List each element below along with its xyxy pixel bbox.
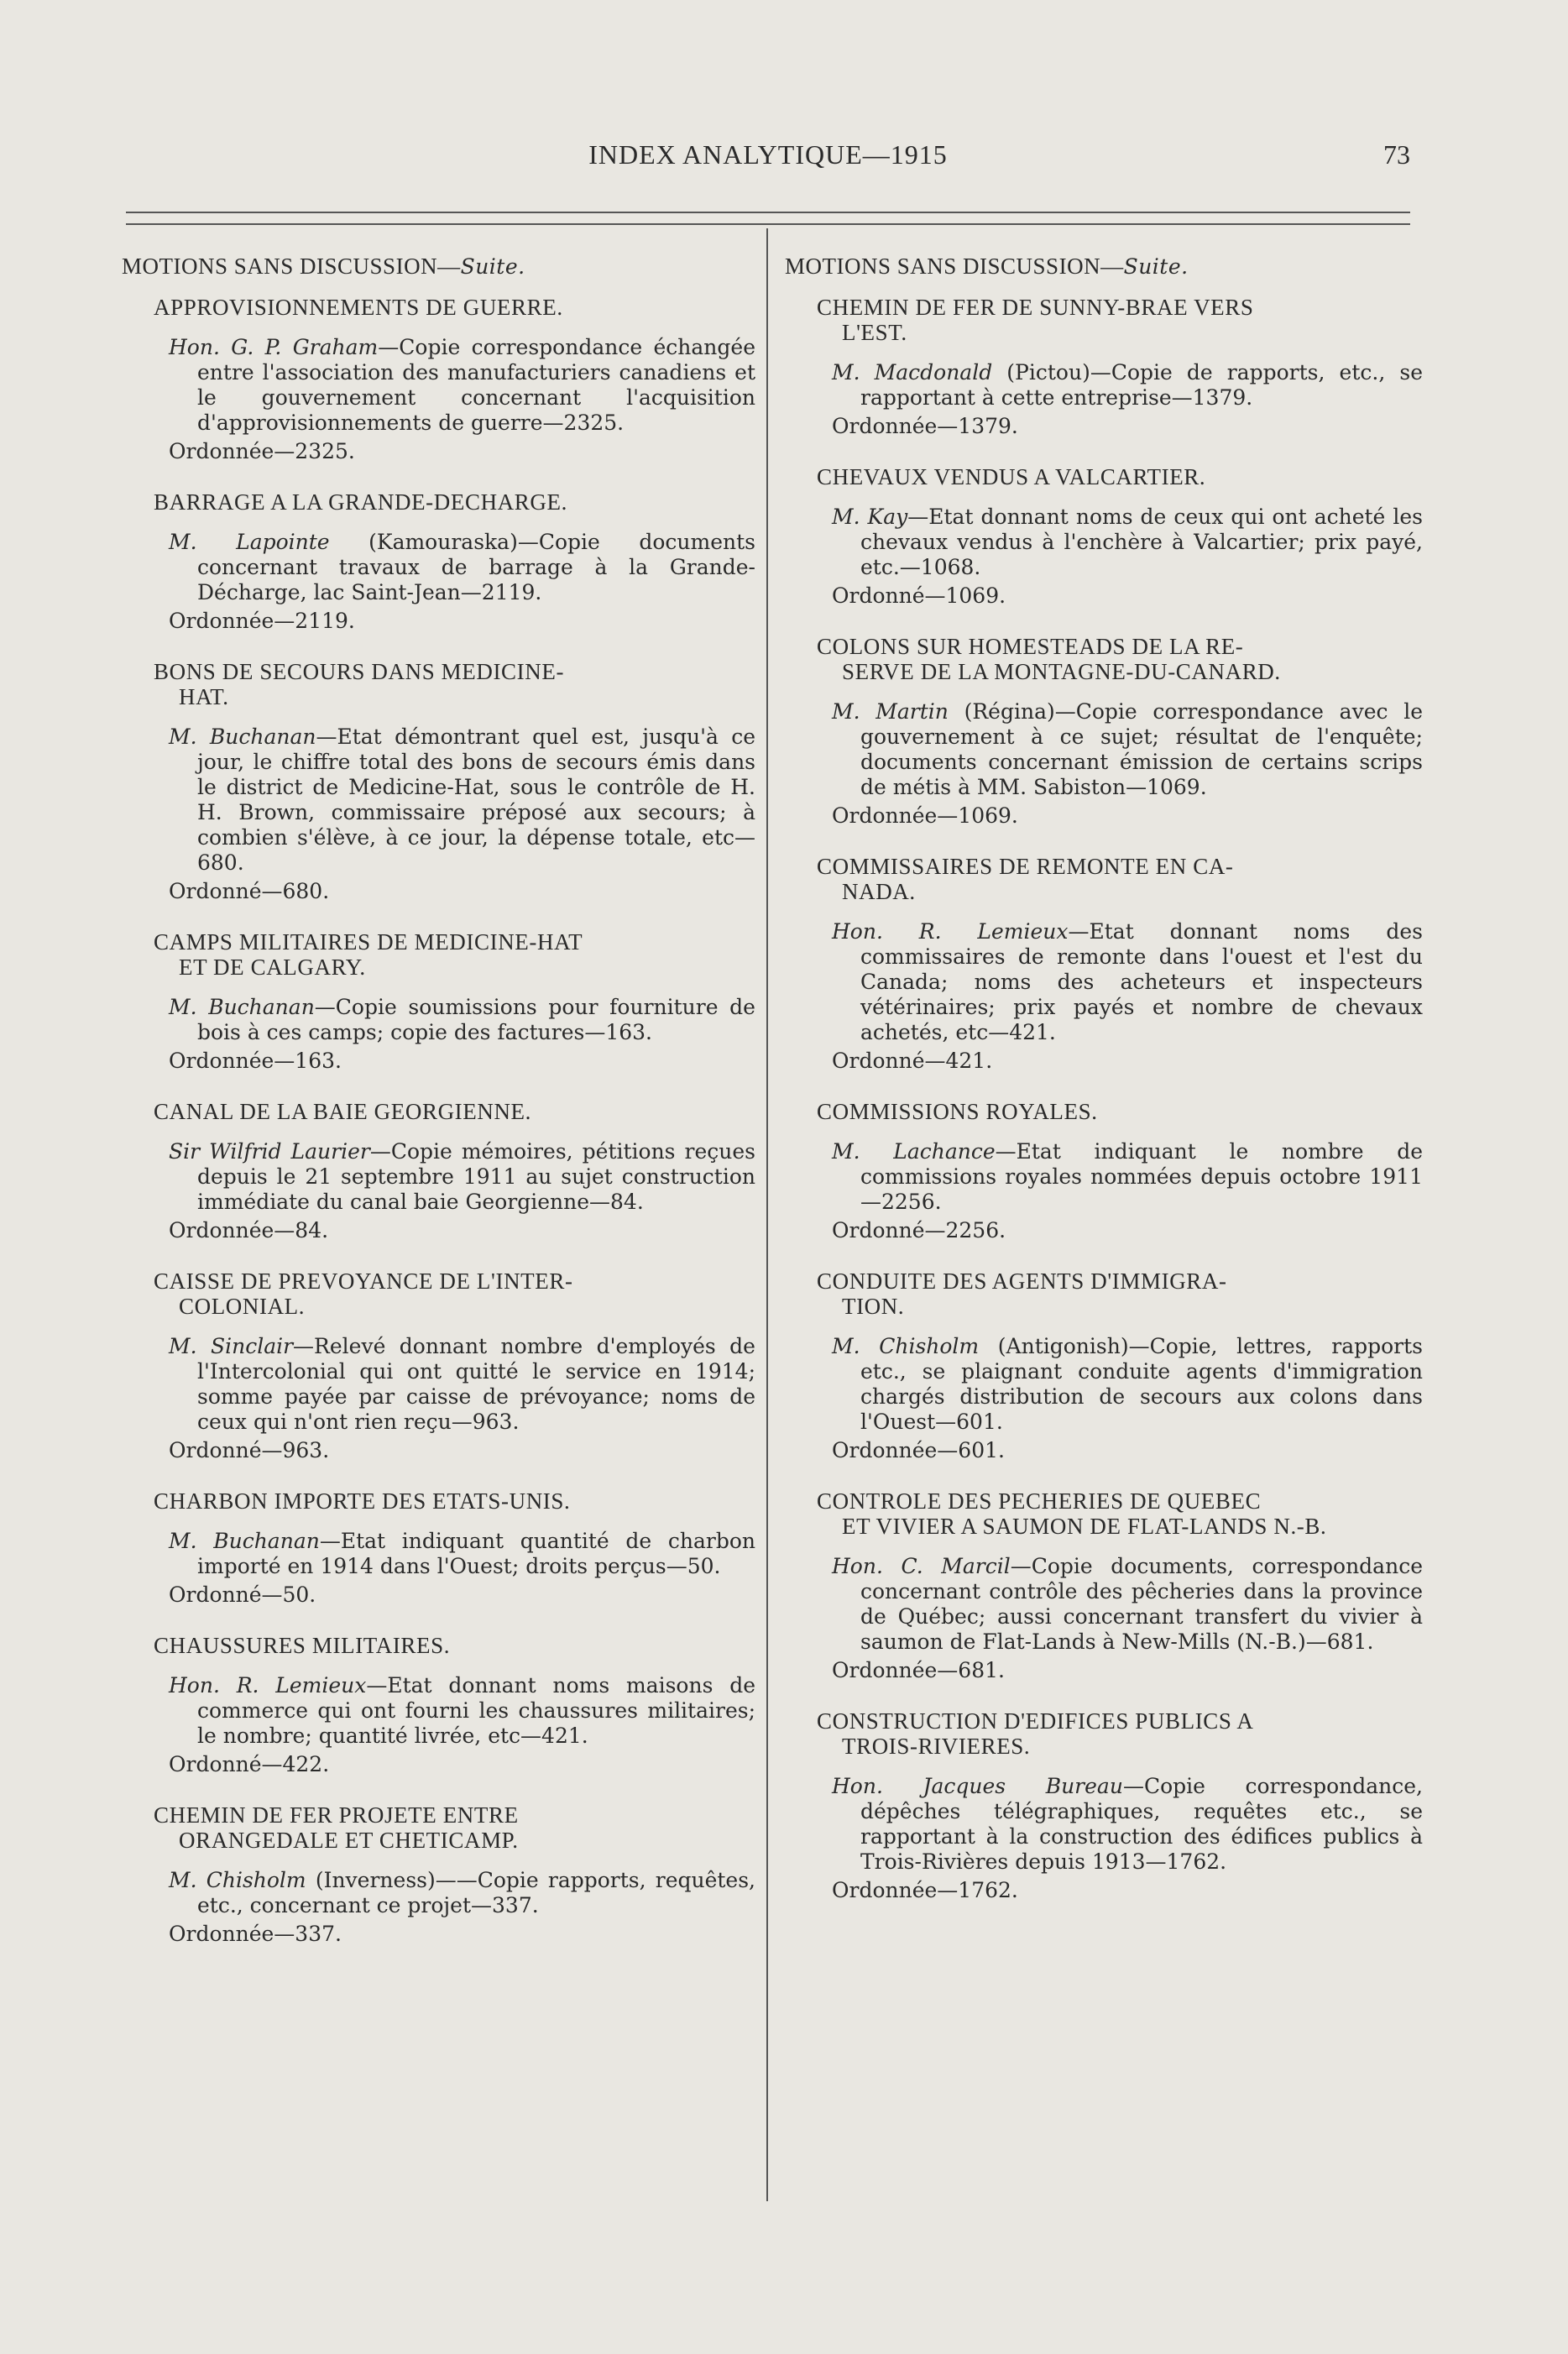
entry-description: —Etat indiquant le nombre de commissions royales nommées depuis octobre 1911—2256.: [860, 1139, 1423, 1214]
entry-body: [122, 335, 755, 436]
entry-title: [122, 489, 755, 515]
index-entry: [122, 489, 755, 634]
entry-title-continuation: TION.: [842, 1294, 905, 1319]
member-name: M. Lachance: [832, 1139, 996, 1164]
entry-order: Ordonné—963.: [169, 1438, 330, 1462]
entry-description: —Etat donnant noms maisons de commerce qui ont fourni les chaussures militaires; le nombre; quantité livrée, etc—421.: [197, 1673, 755, 1748]
entry-title: [785, 1099, 1423, 1124]
entry-description: —Copie mémoires, pétitions reçues depuis le 21 septembre 1911 au sujet construction immédiate du canal baie Georgienne—84.: [197, 1139, 755, 1214]
entry-title: [785, 1269, 1423, 1319]
entry-description: (Régina)—Copie correspondance avec le gouvernement à ce sujet; résultat de l'enquête; documents concernant émission de certains scrips de métis à MM. Sabiston—1069.: [860, 699, 1424, 799]
index-entry: [785, 1488, 1423, 1683]
entry-order: Ordonnée—2119.: [169, 609, 355, 633]
entry-order: Ordonnée—163.: [169, 1049, 342, 1073]
entry-description: —Copie soumissions pour fourniture de bois à ces camps; copie des factures—163.: [197, 995, 755, 1044]
member-name: M. Lapointe: [169, 530, 330, 554]
entry-body: [785, 505, 1423, 580]
index-entry: [785, 1269, 1423, 1463]
index-entry: [122, 1802, 755, 1947]
member-name: M. Buchanan: [169, 725, 316, 749]
entry-order: Ordonné—680.: [169, 879, 330, 903]
entry-description: —Copie correspondance, dépêches télégraphiques, requêtes etc., se rapportant à la construction des édifices publics à Trois-Rivières depuis 1913—1762.: [860, 1774, 1423, 1874]
entry-title-continuation: ET DE CALGARY.: [179, 955, 366, 980]
member-name: M. Chisholm: [169, 1868, 306, 1892]
entry-order: Ordonnée—681.: [832, 1658, 1005, 1682]
entry-description: —Etat donnant noms des commissaires de remonte dans l'ouest et l'est du Canada; noms des acheteurs et inspecteurs vétérinaires; prix payés et nombre de chevaux achetés, etc—421.: [860, 919, 1423, 1044]
index-entry: [785, 634, 1423, 829]
entry-order: Ordonnée—84.: [169, 1218, 329, 1242]
entry-body: [122, 530, 755, 605]
entry-title: [122, 929, 755, 980]
entry-body: [785, 699, 1423, 800]
entry-order: Ordonnée—1379.: [832, 414, 1018, 438]
entry-title-line: COLONS SUR HOMESTEADS DE LA RE-: [817, 634, 1244, 659]
entry-title-continuation: ET VIVIER A SAUMON DE FLAT-LANDS N.-B.: [842, 1514, 1327, 1539]
entry-title: [785, 464, 1423, 489]
entry-title: [785, 854, 1423, 904]
member-name: Hon. C. Marcil: [832, 1554, 1011, 1578]
entry-title-line: COMMISSAIRES DE REMONTE EN CA-: [817, 854, 1234, 879]
entry-title-line: CHEMIN DE FER DE SUNNY-BRAE VERS: [817, 295, 1254, 320]
entry-title: [122, 1099, 755, 1124]
index-entry: [785, 854, 1423, 1074]
page-number: 73: [1383, 139, 1410, 170]
entry-title: [785, 1488, 1423, 1539]
entry-title: [122, 659, 755, 709]
entry-title-line: CANAL DE LA BAIE GEORGIENNE.: [154, 1099, 531, 1124]
entry-title-line: COMMISSIONS ROYALES.: [817, 1099, 1098, 1124]
entry-body: [122, 1334, 755, 1435]
entry-title-continuation: L'EST.: [842, 320, 907, 345]
entry-body: [122, 995, 755, 1045]
entry-title: [785, 1708, 1423, 1759]
entry-title: [122, 1802, 755, 1853]
entry-order: Ordonnée—1069.: [832, 803, 1018, 828]
entry-order: Ordonné—421.: [832, 1049, 993, 1073]
entry-title: [122, 1269, 755, 1319]
entry-body: [122, 1673, 755, 1749]
entry-body: [122, 1529, 755, 1579]
entry-description: (Inverness)——Copie rapports, requêtes, etc., concernant ce projet—337.: [197, 1868, 756, 1917]
entry-title-continuation: COLONIAL.: [179, 1294, 306, 1319]
entry-title: [122, 295, 755, 320]
entry-description: (Antigonish)—Copie, lettres, rapports etc., se plaignant conduite agents d'immigration chargés distribution de secours aux colons dans l'Ouest—601.: [860, 1334, 1423, 1434]
entry-description: —Copie correspondance échangée entre l'association des manufacturiers canadiens et le gouvernement concernant l'acquisition d'approvisionnements de guerre—2325.: [197, 335, 756, 435]
index-entry: [122, 1099, 755, 1243]
index-entry: [785, 295, 1423, 439]
header-rule-top: [126, 212, 1410, 213]
entry-title-continuation: SERVE DE LA MONTAGNE-DU-CANARD.: [842, 659, 1281, 684]
entry-body: [785, 1139, 1423, 1215]
entry-title-line: CONSTRUCTION D'EDIFICES PUBLICS A: [817, 1708, 1254, 1734]
member-name: Hon. R. Lemieux: [169, 1673, 367, 1697]
entry-order: Ordonné—2256.: [832, 1218, 1006, 1242]
member-name: M. Kay: [832, 505, 908, 529]
entry-description: —Etat donnant noms de ceux qui ont acheté les chevaux vendus à l'enchère à Valcartier; prix payé, etc.—1068.: [860, 505, 1423, 579]
entry-title-line: CHEVAUX VENDUS A VALCARTIER.: [817, 464, 1206, 489]
entry-order: Ordonnée—601.: [832, 1438, 1005, 1462]
member-name: Hon. R. Lemieux: [832, 919, 1069, 944]
entry-description: —Etat indiquant quantité de charbon importé en 1914 dans l'Ouest; droits perçus—50.: [197, 1529, 755, 1578]
entry-title-line: APPROVISIONNEMENTS DE GUERRE.: [154, 295, 563, 320]
member-name: Hon. G. P. Graham: [169, 335, 379, 359]
entry-title-continuation: TROIS-RIVIERES.: [842, 1734, 1031, 1759]
entry-body: [122, 1868, 755, 1918]
index-entry: [785, 1708, 1423, 1903]
entry-description: —Etat démontrant quel est, jusqu'à ce jour, le chiffre total des bons de secours émis dans le district de Medicine-Hat, sous le contrôle de H. H. Brown, commissaire préposé aux secours; à combien s'élève, à ce jour, la dépense totale, etc—680.: [197, 725, 755, 875]
member-name: M. Macdonald: [832, 360, 993, 384]
entry-body: [785, 1554, 1423, 1655]
entry-title-continuation: ORANGEDALE ET CHETICAMP.: [179, 1828, 519, 1853]
index-entry: [785, 464, 1423, 609]
index-entry: [122, 929, 755, 1074]
entry-title: [785, 634, 1423, 684]
entry-title-line: CHARBON IMPORTE DES ETATS-UNIS.: [154, 1488, 571, 1514]
entry-title-line: BARRAGE A LA GRANDE-DECHARGE.: [154, 489, 567, 515]
entry-order: Ordonnée—2325.: [169, 439, 355, 463]
entry-description: —Copie documents, correspondance concernant contrôle des pêcheries dans la province de Québec; aussi concernant transfert du vivier à saumon de Flat-Lands à New-Mills (N.-B.)—681.: [860, 1554, 1423, 1654]
entry-body: [785, 919, 1423, 1045]
member-name: M. Buchanan: [169, 995, 315, 1019]
entry-body: [785, 1774, 1423, 1875]
member-name: M. Buchanan: [169, 1529, 320, 1553]
entry-title-line: CONTROLE DES PECHERIES DE QUEBEC: [817, 1488, 1262, 1514]
entry-title-line: CHAUSSURES MILITAIRES.: [154, 1633, 451, 1658]
right-column: [785, 254, 1423, 1928]
entry-title-line: CAMPS MILITAIRES DE MEDICINE-HAT: [154, 929, 583, 955]
index-entry: [122, 659, 755, 904]
index-entry: [122, 1269, 755, 1463]
entry-title-continuation: HAT.: [179, 684, 229, 709]
member-name: M. Chisholm: [832, 1334, 980, 1358]
index-entry: [122, 1633, 755, 1777]
entry-order: Ordonnée—1762.: [832, 1878, 1018, 1902]
entry-body: [122, 725, 755, 876]
entry-body: [785, 360, 1423, 411]
entry-order: Ordonné—422.: [169, 1752, 330, 1776]
left-column: [122, 254, 755, 1972]
left-column-heading: MOTIONS SANS DISCUSSION—Suite.: [122, 254, 525, 279]
entry-title-line: CONDUITE DES AGENTS D'IMMIGRA-: [817, 1269, 1227, 1294]
right-entries: [785, 295, 1423, 1903]
index-entry: [122, 1488, 755, 1608]
member-name: Sir Wilfrid Laurier: [169, 1139, 370, 1164]
entry-title-line: CHEMIN DE FER PROJETE ENTRE: [154, 1802, 519, 1828]
entry-description: —Relevé donnant nombre d'employés de l'Intercolonial qui ont quitté le service en 1914; somme payée par caisse de prévoyance; noms de ceux qui n'ont rien reçu—963.: [197, 1334, 755, 1434]
index-entry: [785, 1099, 1423, 1243]
entry-body: [785, 1334, 1423, 1435]
right-column-heading: MOTIONS SANS DISCUSSION—Suite.: [785, 254, 1189, 279]
page-header: [126, 134, 1410, 185]
entry-title-line: CAISSE DE PREVOYANCE DE L'INTER-: [154, 1269, 573, 1294]
entry-title: [122, 1633, 755, 1658]
index-entry: [122, 295, 755, 464]
entry-description: (Pictou)—Copie de rapports, etc., se rapportant à cette entreprise—1379.: [860, 360, 1423, 410]
entry-description: (Kamouraska)—Copie documents concernant travaux de barrage à la Grande-Décharge, lac Saint-Jean—2119.: [197, 530, 755, 604]
entry-title: [122, 1488, 755, 1514]
member-name: Hon. Jacques Bureau: [832, 1774, 1123, 1798]
member-name: M. Sinclair: [169, 1334, 294, 1358]
member-name: M. Martin: [832, 699, 949, 724]
left-entries: [122, 295, 755, 1947]
column-divider: [766, 228, 768, 2201]
header-rule-bottom: [126, 223, 1410, 225]
entry-body: [122, 1139, 755, 1215]
running-title: INDEX ANALYTIQUE—1915: [588, 139, 948, 170]
entry-title-line: BONS DE SECOURS DANS MEDICINE-: [154, 659, 565, 684]
entry-order: Ordonnée—337.: [169, 1922, 342, 1946]
entry-title: [785, 295, 1423, 345]
entry-order: Ordonné—1069.: [832, 583, 1006, 608]
entry-title-continuation: NADA.: [842, 879, 916, 904]
entry-order: Ordonné—50.: [169, 1582, 316, 1607]
